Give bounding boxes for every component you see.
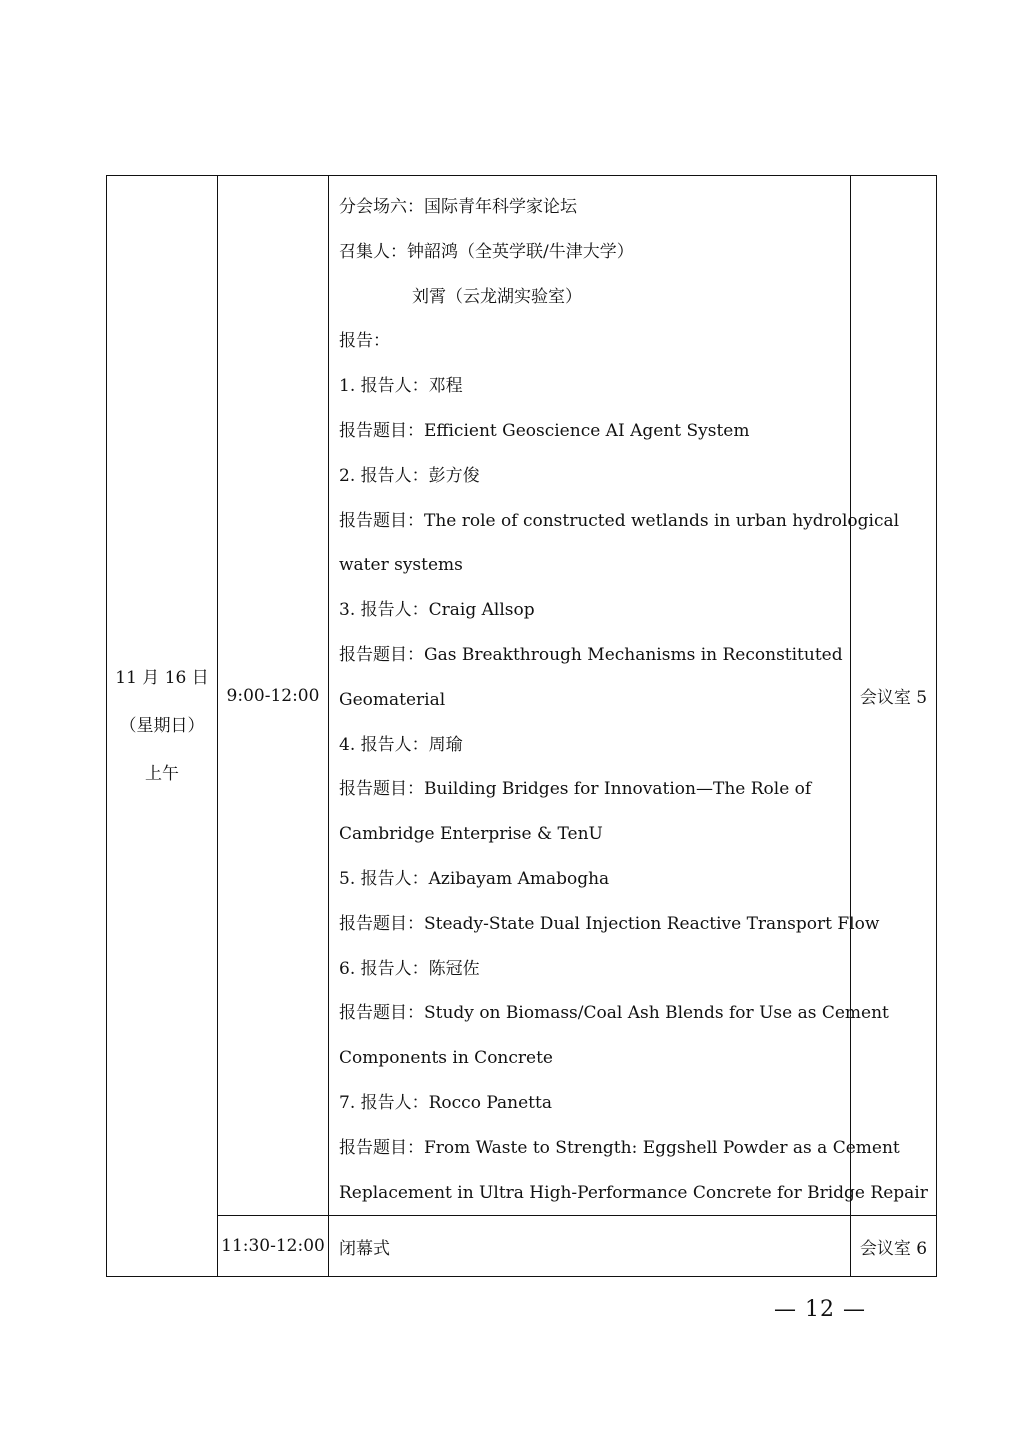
session-line: 报告题目：The role of constructed wetlands in urban hydrological — [339, 510, 900, 531]
session-line: 刘霄（云龙湖实验室） — [412, 286, 582, 307]
session-line: 3. 报告人：Craig Allsop — [339, 600, 535, 621]
session-line: 召集人：钟韶鸿（全英学联/牛津大学） — [339, 241, 634, 262]
closing-room: 会议室 6 — [851, 1216, 937, 1277]
session-line: Geomaterial — [339, 689, 446, 710]
date-cell — [107, 176, 218, 1277]
session-line: 分会场六：国际青年科学家论坛 — [339, 197, 577, 217]
session-line: 报告题目：Building Bridges for Innovation—The Role of — [339, 779, 812, 800]
session-line: 5. 报告人：Azibayam Amabogha — [339, 868, 610, 889]
session-line: Cambridge Enterprise & TenU — [339, 824, 603, 845]
session-time: 9:00-12:00 — [218, 176, 329, 1216]
session-line: Components in Concrete — [339, 1048, 553, 1069]
session-line: 4. 报告人：周瑜 — [339, 734, 463, 755]
session-line: 报告题目：Gas Breakthrough Mechanisms in Reconstituted — [339, 644, 843, 665]
session-line: 报告题目：Steady-State Dual Injection Reactive Transport Flow — [339, 913, 880, 934]
date-weekday: （星期日） — [119, 716, 205, 737]
session-line: 2. 报告人：彭方俊 — [339, 465, 480, 486]
session-line: 报告题目：Efficient Geoscience AI Agent System — [339, 420, 750, 441]
session-room: 会议室 5 — [851, 176, 937, 1216]
session-row — [107, 176, 937, 1216]
closing-time: 11:30-12:00 — [218, 1216, 329, 1277]
session-line: Replacement in Ultra High-Performance Concrete for Bridge Repair — [339, 1182, 928, 1203]
session-line: 1. 报告人：邓程 — [339, 376, 463, 397]
session-line: water systems — [339, 555, 463, 576]
page-number: — 12 — — [774, 1297, 866, 1322]
date-day: 11 月 16 日 — [115, 668, 209, 689]
session-line: 报告题目：From Waste to Strength: Eggshell Powder as a Cement — [339, 1137, 900, 1158]
session-line: 报告题目：Study on Biomass/Coal Ash Blends for Use as Cement — [339, 1003, 889, 1024]
closing-title: 闭幕式 — [329, 1216, 851, 1277]
session-line: 报告： — [339, 331, 390, 352]
schedule-table — [106, 175, 937, 1277]
session-line: 7. 报告人：Rocco Panetta — [339, 1092, 552, 1113]
session-line: 6. 报告人：陈冠佐 — [339, 958, 480, 979]
date-period: 上午 — [145, 764, 179, 785]
closing-row — [107, 1216, 937, 1277]
